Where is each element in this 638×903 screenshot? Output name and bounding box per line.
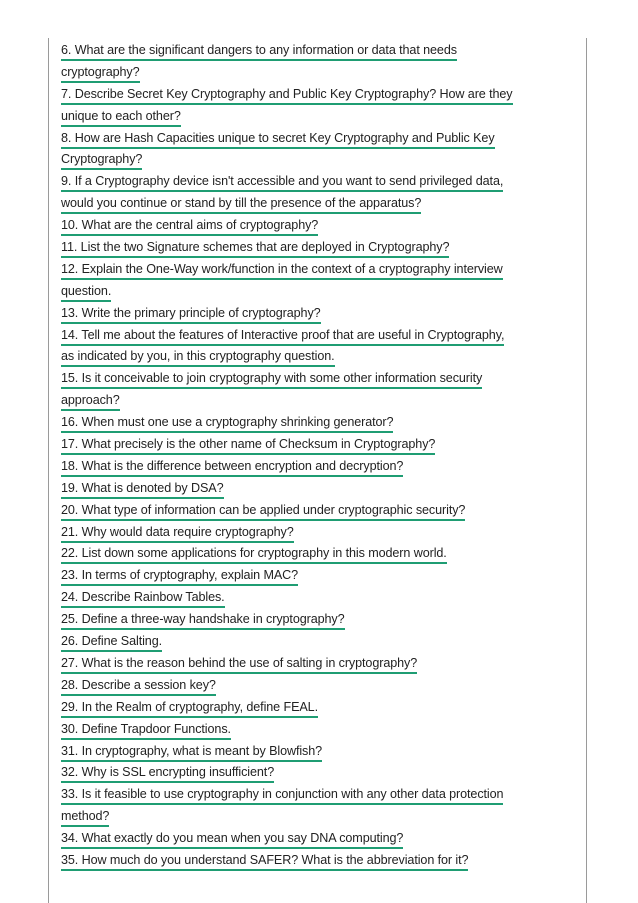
question-link-text[interactable]: 6. What are the significant dangers to any information or data that needs (61, 42, 457, 61)
question-link-text[interactable]: 20. What type of information can be applied under cryptographic security? (61, 502, 465, 521)
question-line[interactable] (61, 544, 579, 566)
question-line[interactable] (61, 304, 579, 326)
question-link-text[interactable]: 9. If a Cryptography device isn't accessible and you want to send privileged data, (61, 173, 503, 192)
question-link-text[interactable]: 28. Describe a session key? (61, 677, 216, 696)
question-link-text[interactable]: 35. How much do you understand SAFER? What is the abbreviation for it? (61, 852, 468, 871)
question-line[interactable] (61, 391, 579, 413)
question-line[interactable] (61, 326, 579, 348)
question-line[interactable] (61, 698, 579, 720)
question-line[interactable] (61, 610, 579, 632)
question-link-text[interactable]: 14. Tell me about the features of Interactive proof that are useful in Cryptography, (61, 327, 504, 346)
question-link-text[interactable]: 8. How are Hash Capacities unique to secret Key Cryptography and Public Key (61, 130, 495, 149)
question-line[interactable] (61, 347, 579, 369)
question-line[interactable] (61, 413, 579, 435)
question-link-text[interactable]: question. (61, 283, 111, 302)
question-link-text[interactable]: 33. Is it feasible to use cryptography in conjunction with any other data protection (61, 786, 503, 805)
question-link-text[interactable]: as indicated by you, in this cryptography question. (61, 348, 335, 367)
question-line[interactable] (61, 457, 579, 479)
question-link-text[interactable]: 32. Why is SSL encrypting insufficient? (61, 764, 274, 783)
question-link-text[interactable]: would you continue or stand by till the presence of the apparatus? (61, 195, 421, 214)
question-line[interactable] (61, 632, 579, 654)
question-line[interactable] (61, 829, 579, 851)
question-line[interactable] (61, 807, 579, 829)
question-line[interactable] (61, 479, 579, 501)
question-line[interactable] (61, 588, 579, 610)
question-line[interactable] (61, 194, 579, 216)
question-link-text[interactable]: 31. In cryptography, what is meant by Blowfish? (61, 743, 322, 762)
question-line[interactable] (61, 742, 579, 764)
question-list (61, 41, 579, 873)
question-line[interactable] (61, 523, 579, 545)
question-link-text[interactable]: 29. In the Realm of cryptography, define FEAL. (61, 699, 318, 718)
question-line[interactable] (61, 435, 579, 457)
question-link-text[interactable]: 19. What is denoted by DSA? (61, 480, 224, 499)
question-line[interactable] (61, 260, 579, 282)
question-line[interactable] (61, 369, 579, 391)
question-line[interactable] (61, 720, 579, 742)
question-link-text[interactable]: 24. Describe Rainbow Tables. (61, 589, 225, 608)
question-link-text[interactable]: 27. What is the reason behind the use of salting in cryptography? (61, 655, 417, 674)
page-border-left (48, 38, 49, 903)
question-link-text[interactable]: 17. What precisely is the other name of Checksum in Cryptography? (61, 436, 435, 455)
question-link-text[interactable]: 13. Write the primary principle of cryptography? (61, 305, 321, 324)
question-line[interactable] (61, 63, 579, 85)
question-link-text[interactable]: approach? (61, 392, 120, 411)
question-line[interactable] (61, 85, 579, 107)
question-line[interactable] (61, 216, 579, 238)
question-line[interactable] (61, 129, 579, 151)
question-link-text[interactable]: 12. Explain the One-Way work/function in the context of a cryptography interview (61, 261, 503, 280)
question-line[interactable] (61, 676, 579, 698)
question-link-text[interactable]: 21. Why would data require cryptography? (61, 524, 294, 543)
question-link-text[interactable]: 23. In terms of cryptography, explain MAC? (61, 567, 298, 586)
question-line[interactable] (61, 150, 579, 172)
question-link-text[interactable]: cryptography? (61, 64, 140, 83)
question-line[interactable] (61, 172, 579, 194)
question-link-text[interactable]: 7. Describe Secret Key Cryptography and Public Key Cryptography? How are they (61, 86, 513, 105)
page-border-right (586, 38, 587, 903)
question-link-text[interactable]: unique to each other? (61, 108, 181, 127)
question-link-text[interactable]: 11. List the two Signature schemes that are deployed in Cryptography? (61, 239, 449, 258)
question-link-text[interactable]: 22. List down some applications for cryptography in this modern world. (61, 545, 447, 564)
question-link-text[interactable]: method? (61, 808, 109, 827)
question-link-text[interactable]: 18. What is the difference between encryption and decryption? (61, 458, 403, 477)
question-link-text[interactable]: 26. Define Salting. (61, 633, 162, 652)
question-link-text[interactable]: Cryptography? (61, 151, 142, 170)
question-line[interactable] (61, 566, 579, 588)
question-link-text[interactable]: 15. Is it conceivable to join cryptography with some other information security (61, 370, 482, 389)
question-line[interactable] (61, 501, 579, 523)
question-line[interactable] (61, 107, 579, 129)
question-link-text[interactable]: 16. When must one use a cryptography shrinking generator? (61, 414, 393, 433)
question-link-text[interactable]: 10. What are the central aims of cryptography? (61, 217, 318, 236)
question-link-text[interactable]: 25. Define a three-way handshake in cryptography? (61, 611, 345, 630)
question-line[interactable] (61, 763, 579, 785)
question-line[interactable] (61, 785, 579, 807)
question-link-text[interactable]: 30. Define Trapdoor Functions. (61, 721, 231, 740)
question-line[interactable] (61, 282, 579, 304)
question-line[interactable] (61, 238, 579, 260)
question-link-text[interactable]: 34. What exactly do you mean when you say DNA computing? (61, 830, 403, 849)
question-line[interactable] (61, 41, 579, 63)
question-line[interactable] (61, 851, 579, 873)
question-line[interactable] (61, 654, 579, 676)
